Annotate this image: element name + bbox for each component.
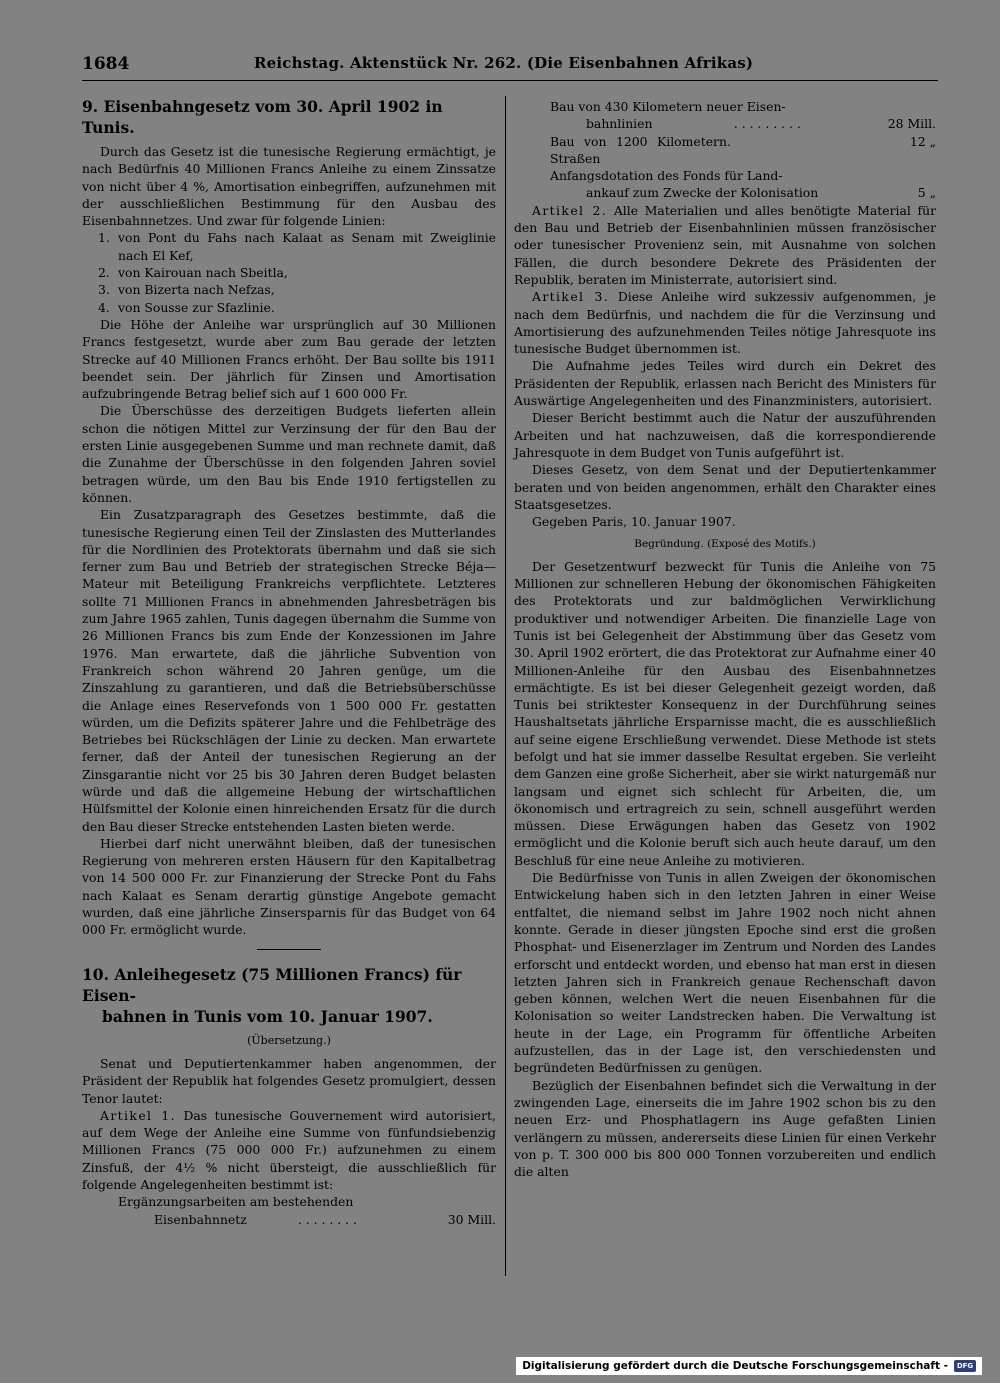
budget-item-row: ankauf zum Zwecke der Kolonisation 5 „ [586,185,936,201]
budget-item-row: Bau von 1200 Kilometern Straßen . 12 „ [550,133,936,166]
paragraph: Bezüglich der Eisenbahnen befindet sich die Verwaltung in der zwingenden Lage, einerseits die im Jahre 1902 schon bis zu den neuen Erz- und Phosphatlagern ins Auge gefaßten Linien verlängern zu müssen, andererseits diese Linien für einen Verkehr von p. T. 300 000 bis 800 000 Tonnen vorzubereiten und endlich die alten [514,1077,936,1180]
right-column [514,98,936,1180]
budget-item-row: Eisenbahnnetz . . . . . . . . 30 Mill. [154,1211,497,1227]
article-1: Artikel 1. Das tunesische Gouvernement wird autorisiert, auf dem Wege der Anleihe eine Summe von fünfundsiebenzig Millionen Francs (75 000 000 Fr.) aufzunehmen zu einem Zinsfuß, der 4½ % nicht übersteigt, die ausschließlich für folgende Angelegenheiten bestimmt ist: [82,1107,496,1193]
list-item: 1. von Pont du Fahs nach Kalaat as Senam mit Zweiglinie nach El Kef, [98,230,496,263]
date-signature: Gegeben Paris, 10. Januar 1907. [532,514,736,530]
railway-lines-list [82,229,496,315]
justification-caption: Begründung. (Exposé des Motifs.) [634,538,816,551]
budget-item-label: Anfangsdotation des Fonds für Land- [550,168,783,184]
paragraph: Ein Zusatzparagraph des Gesetzes bestimmte, daß die tunesische Regierung einen Teil der Zinslasten des Mutterlandes für die Nordlinien des Protektorats übernahm und daß sie sich ferner zum Bau und Betrieb der strategischen Strecke Béja—Mateur mit Beteiligung Frankreichs verpflichtete. Letzteres sollte 71 Millionen Francs in abnehmenden Jahresbeträgen bis zum Jahre 1965 zahlen, Tunis dagegen übernahm die Summe von 26 Millionen Francs bis zum Ende der Konzessionen im Jahre 1976. Man erwartete, daß die jährliche Subvention von Frankreich schon während 20 Jahren genüge, um die Zinszahlung zu garantieren, und daß die Betriebsüberschüsse die Anlage eines Reservefonds von 1 500 000 Fr. gestatten würden, um die Defizits späterer Jahre und die Fehlbeträge des Betriebes bei Rückschlägen der Linie zu decken. Man erwartete ferner, daß der Anteil der tunesischen Regierung an der Zinsgarantie nicht vor 25 bis 30 Jahren deren Budget belasten würde und daß die allgemeine Hebung der wirtschaftlichen Hülfsmittel der Kolonie einen hinreichenden Ersatz für die durch den Bau dieser Strecke entstehenden Lasten bieten werde. [82,507,496,834]
running-title: Reichstag. Aktenstück Nr. 262. (Die Eisenbahnen Afrikas) [254,54,754,72]
paragraph: Durch das Gesetz ist die tunesische Regierung ermächtigt, je nach Bedürfnis 40 Millionen Francs Anleihe zu einem Zinssatze von nicht über 4 %, Amortisation einbegriffen, aufzunehmen mit der ausschließlichen Bestimmung für den Ausbau des Eisenbahnnetzes. Und zwar für folgende Linien: [82,144,496,229]
paragraph: Senat und Deputiertenkammer haben angenommen, der Präsident der Republik hat folgendes Gesetz promulgiert, dessen Tenor lautet: [82,1055,496,1106]
section-10-heading: 10. Anleihegesetz (75 Millionen Francs) für Eisen- bahnen in Tunis vom 10. Januar 1907. [82,964,462,1026]
list-item: 3. von Bizerta nach Nefzas, [98,282,275,298]
section-separator [257,949,321,950]
paragraph: Dieser Bericht bestimmt auch die Natur der auszuführenden Arbeiten und hat nachzuweisen, daß die korrespondierende Jahresquote in dem Budget von Tunis aufgeführt ist. [514,410,936,460]
budget-item-row: bahnlinien . . . . . . . . . 28 Mill. [586,116,937,132]
paragraph: Die Bedürfnisse von Tunis in allen Zweigen der ökonomischen Entwickelung haben sich in den letzten Jahren in einer Weise entfaltet, die niemand selbst im Jahre 1902 noch nicht ahnen konnte. Gerade in dieser jüngsten Epoche sind erst die großen Phosphat- und Eisenerzlager im Zentrum und Norden des Landes erforscht und entdeckt worden, und ebenso hat man erst in diesen letzten Jahren sich in Frankreich genaue Rechenschaft davon geben können, welchen Wert die neuen Eisenbahnen für die Kolonisation so weiter Landstrecken haben. Die Verwaltung ist heute in der Lage, ein Programm für öffentliche Arbeiten aufzustellen, das in der Lage ist, den verschiedensten und begründeten Bedürfnissen zu genügen. [514,870,936,1076]
paragraph: Hierbei darf nicht unerwähnt bleiben, daß der tunesischen Regierung von mehreren ersten Häusern für den Kapitalbetrag von 14 500 000 Fr. zur Finanzierung der Strecke Pont du Fahs nach Kalaat es Senam derartig günstige Angebote gemacht wurden, daß eine jährliche Zinsersparnis für das Budget von 64 000 Fr. ermöglicht wurde. [82,835,496,938]
paragraph: Die Höhe der Anleihe war ursprünglich auf 30 Millionen Francs festgesetzt, wurde aber zum Bau gerade der letzten Strecke auf 40 Millionen Francs erhöht. Der Bau sollte bis 1911 beendet sein. Der jährlich für Zinsen und Amortisation aufzubringende Betrag belief sich auf 1 600 000 Fr. [82,316,496,402]
translation-note: (Übersetzung.) [247,1033,331,1047]
section-9-heading: 9. Eisenbahngesetz vom 30. April 1902 in Tunis. [82,97,443,137]
column-divider [505,96,506,1276]
article-2: Artikel 2. Alle Materialien und alles benötigte Material für den Bau und Betrieb der Eisenbahnlinien müssen französischer oder tunesischer Provenienz sein, mit Ausnahme von solchen Fällen, die durch besondere Dekrete des Präsidenten der Republik, beraten im Ministerrate, autorisiert sind. [514,202,936,287]
budget-item-label: Bau von 430 Kilometern neuer Eisen- [550,99,786,114]
page-header [82,52,938,81]
list-item: 4. von Sousse zur Sfazlinie. [98,299,275,315]
paragraph: Die Überschüsse des derzeitigen Budgets lieferten allein schon die nötigen Mittel zur Verzinsung der für den Bau der ersten Linie ausgegebenen Summe und man rechnete damit, daß die Zunahme der Überschüsse in den folgenden Jahren soviel betragen würde, um den Bau bis Ende 1910 fertigstellen zu können. [82,403,496,505]
list-item: 2. von Kairouan nach Sbeitla, [98,265,288,281]
paragraph: Dieses Gesetz, von dem Senat und der Deputiertenkammer beraten und von beiden angenommen, erhält den Charakter eines Staatsgesetzes. [514,462,936,512]
paragraph: Der Gesetzentwurf bezweckt für Tunis die Anleihe von 75 Millionen zur schnelleren Hebung der ökonomischen Fähigkeiten des Protektorats und zur baldmöglichen Verwirklichung produktiver und notwendiger Arbeiten. Die finanzielle Lage von Tunis ist bei Gelegenheit der Abstimmung über das Gesetz vom 30. April 1902 erörtert, die das Protektorat zur Aufnahme einer 40 Millionen-Anleihe für den Ausbau des Eisenbahnnetzes ermächtigte. Es ist bei dieser Gelegenheit gezeigt worden, daß Tunis bei striktester Konsequenz in der Durchführung seines Haushaltsetats jährliche Ersparnisse macht, die es ausschließlich auf seine eigene Erschließung verwendet. Diese Methode ist stets befolgt und hat sie immer dasselbe Resultat ergeben. Sie verleiht dem Ganzen eine große Sicherheit, aber sie wirkt naturgemäß nur langsam und eignet sich schlecht für Arbeiten, die, um ökonomisch und ertragreich zu sein, schnell ausgeführt werden müssen. Diese Erwägungen haben das Gesetz von 1902 ermöglicht und die Kolonie beruft sich auch heute darauf, um den Beschluß für eine neue Anleihe zu motivieren. [514,558,936,868]
budget-item-label: Ergänzungsarbeiten am bestehenden [118,1194,354,1210]
funding-footer [516,1357,982,1375]
paragraph: Die Aufnahme jedes Teiles wird durch ein Dekret des Präsidenten der Republik, erlassen nach Bericht des Ministers für Auswärtige Angelegenheiten und des Finanzministers, autorisiert. [514,358,936,409]
dfg-logo-icon: DFG [954,1360,976,1372]
left-column [82,96,496,1228]
page-number: 1684 [82,54,130,74]
article-3: Artikel 3. Diese Anleihe wird sukzessiv aufgenommen, je nach dem Bedürfnis, und nachdem die für die Verzinsung und Amortisierung des aufzunehmenden Teiles nötige Jahresquote ins tunesische Budget übernommen ist. [514,289,936,357]
funding-note: Digitalisierung gefördert durch die Deutsche Forschungsgemeinschaft - [522,1360,948,1372]
